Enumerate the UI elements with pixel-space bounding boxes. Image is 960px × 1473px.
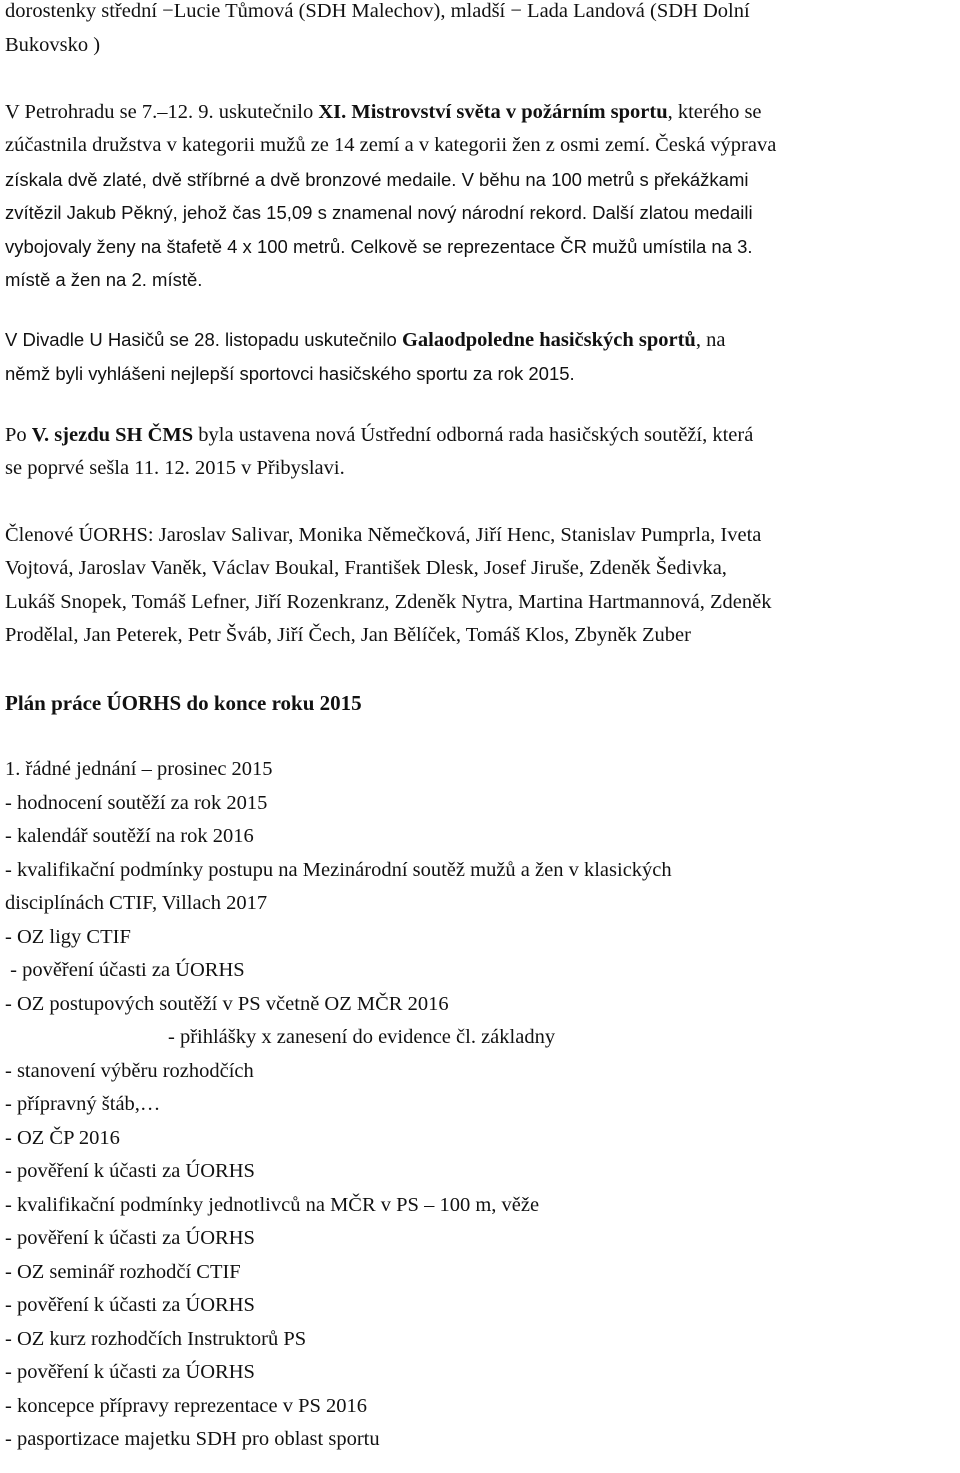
list-item: - přihlášky x zanesení do evidence čl. základny [168, 1026, 556, 1048]
list-item: - pověření k účasti za ÚORHS [5, 1361, 255, 1383]
text-line: získala dvě zlaté, dvě stříbrné a dvě bronzové medaile. V běhu na 100 metrů s překážkami [5, 168, 749, 190]
list-item: - OZ ČP 2016 [5, 1126, 120, 1149]
list-item: - OZ kurz rozhodčích Instruktorů PS [5, 1327, 307, 1350]
list-item: - stanovení výběru rozhodčích [5, 1059, 254, 1082]
text-line: Prodělal, Jan Peterek, Petr Šváb, Jiří Čech, Jan Bělíček, Tomáš Klos, Zbyněk Zuber [5, 624, 691, 646]
text-line: Bukovsko ) [5, 33, 101, 56]
list-item: - pověření účasti za ÚORHS [5, 959, 245, 981]
text-line [5, 419, 960, 453]
text-line: Členové ÚORHS: Jaroslav Salivar, Monika Němečková, Jiří Henc, Stanislav Pumprla, Iveta [5, 523, 762, 546]
text-run: , kterého se [667, 100, 762, 123]
text-line: vybojovaly ženy na štafetě 4 x 100 metrů. Celkově se reprezentace ČR mužů umístila na 3. [5, 235, 753, 257]
list-item: - pasportizace majetku SDH pro oblast sportu [5, 1428, 380, 1450]
text-run: , na [695, 328, 726, 351]
text-line: místě a žen na 2. místě. [5, 269, 203, 290]
list-item: - pověření k účasti za ÚORHS [5, 1160, 255, 1182]
list-item: - kalendář soutěží na rok 2016 [5, 825, 254, 847]
plan-heading: Plán práce ÚORHS do konce roku 2015 [5, 690, 362, 715]
list-item: - OZ ligy CTIF [5, 925, 131, 948]
list-item: disciplínách CTIF, Villach 2017 [5, 892, 268, 914]
bold-run: Galaodpoledne hasičských sportů [401, 328, 696, 351]
list-item: 1. řádné jednání – prosinec 2015 [5, 758, 273, 780]
text-line: Lukáš Snopek, Tomáš Lefner, Jiří Rozenkranz, Zdeněk Nytra, Martina Hartmannová, Zdeněk [5, 590, 772, 613]
text-line: se poprvé sešla 11. 12. 2015 v Přibyslavi. [5, 457, 345, 479]
list-item: - OZ postupových soutěží v PS včetně OZ MČR 2016 [5, 992, 449, 1015]
text-run: V Divadle U Hasičů se 28. listopadu uskutečnilo [5, 328, 402, 350]
text-line: zúčastnila družstva v kategorii mužů ze 14 zemí a v kategorii žen z osmi zemí. Česká výprava [5, 134, 777, 156]
document-page [5, 0, 960, 1457]
bold-run: V. sjezdu SH ČMS [31, 423, 194, 446]
text-run: V Petrohradu se 7.–12. 9. uskutečnilo [5, 100, 319, 123]
list-item: - pověření k účasti za ÚORHS [5, 1294, 255, 1316]
bold-run: XI. Mistrovství světa v požárním sportu [318, 100, 668, 123]
text-run: byla ustavena nová Ústřední odborná rada hasičských soutěží, která [193, 423, 754, 446]
list-item: - přípravný štáb,… [5, 1093, 161, 1115]
text-line [5, 96, 960, 130]
plan-list [5, 753, 960, 1457]
text-line: zvítězil Jakub Pěkný, jehož čas 15,09 s znamenal nový národní rekord. Další zlatou medaili [5, 202, 753, 223]
list-item: - koncepce přípravy reprezentace v PS 2016 [5, 1394, 368, 1417]
text-line: němž byli vyhlášeni nejlepší sportovci hasičského sportu za rok 2015. [5, 363, 575, 384]
list-item: - kvalifikační podmínky postupu na Mezinárodní soutěž mužů a žen v klasických [5, 858, 672, 881]
divadlo-paragraph [5, 323, 960, 391]
list-item: - hodnocení soutěží za rok 2015 [5, 791, 268, 814]
text-run: Po [5, 423, 32, 446]
list-item: - pověření k účasti za ÚORHS [5, 1227, 255, 1249]
petrohrad-paragraph [5, 96, 960, 297]
members-paragraph [5, 519, 960, 653]
text-line: dorostenky střední −Lucie Tůmová (SDH Malechov), mladší − Lada Landová (SDH Dolní [5, 0, 750, 22]
sjezd-paragraph [5, 419, 960, 486]
intro-paragraph [5, 0, 960, 62]
text-line [5, 323, 960, 358]
list-item: - kvalifikační podmínky jednotlivců na MČR v PS – 100 m, věže [5, 1193, 540, 1216]
text-line: Vojtová, Jaroslav Vaněk, Václav Boukal, František Dlesk, Josef Jiruše, Zdeněk Šedivka, [5, 557, 727, 579]
list-item: - OZ seminář rozhodčí CTIF [5, 1260, 241, 1283]
